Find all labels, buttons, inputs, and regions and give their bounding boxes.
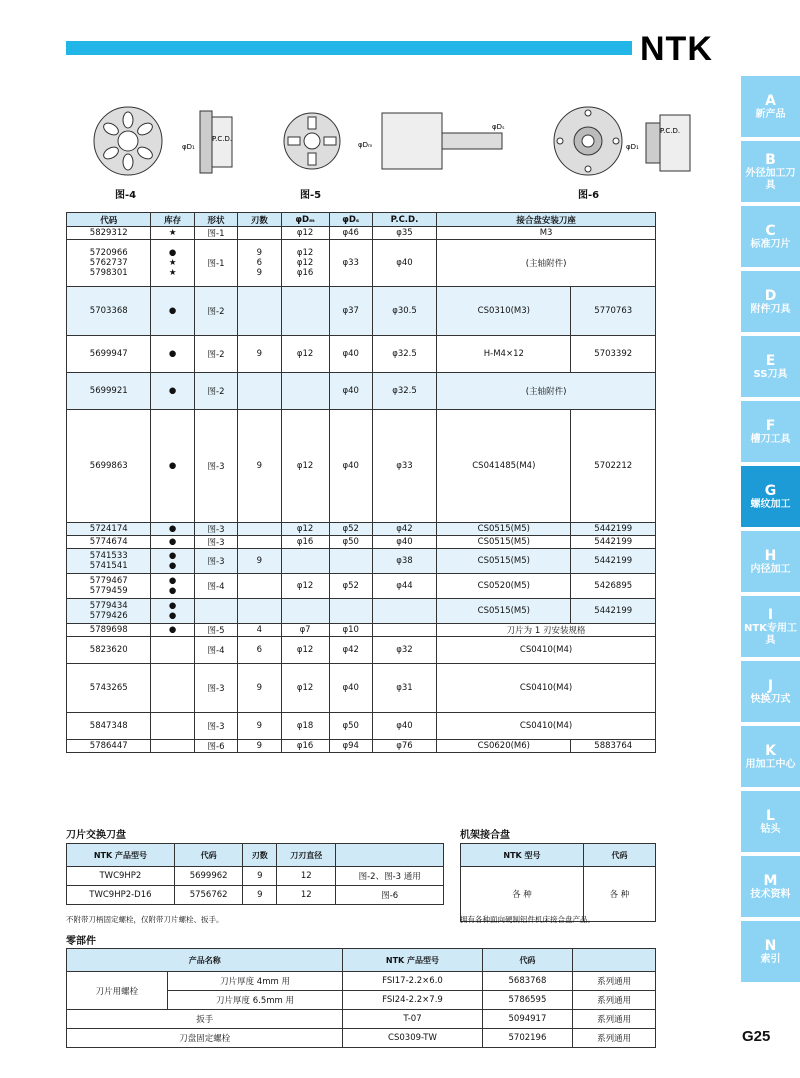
insert-header-3: 刀刃直径 xyxy=(277,844,336,867)
table-row xyxy=(67,536,656,549)
cell-pcd: φ40 xyxy=(372,536,436,549)
main-header-5: φDₛ xyxy=(329,213,372,227)
side-tab-letter: H xyxy=(764,547,777,564)
cell-stock: ● ● xyxy=(151,549,194,574)
table-row xyxy=(67,373,656,410)
cell-mount: M3 xyxy=(437,227,656,240)
cell-dm xyxy=(281,373,329,410)
cell-teeth xyxy=(238,287,281,336)
parts-header-1: NTK 产品型号 xyxy=(343,949,482,972)
insert-section-title: 刀片交换刀盘 xyxy=(66,830,126,841)
cell-pcd: φ35 xyxy=(372,227,436,240)
table-row xyxy=(67,549,656,574)
side-tab-text: 索引 xyxy=(760,953,781,965)
insert-table xyxy=(66,843,444,905)
cell-ds: φ50 xyxy=(329,536,372,549)
parts-code: 5683768 xyxy=(482,972,573,991)
cell-ds: φ37 xyxy=(329,287,372,336)
cell-ds: φ10 xyxy=(329,624,372,637)
cell-shape: 图-1 xyxy=(194,227,237,240)
fig4-d1-label: φD₁ xyxy=(182,143,195,151)
fig4-pcd-label: P.C.D. xyxy=(212,135,233,143)
frame-footnote: 拥有各种面向硬制铝件机床接合盘产品。 xyxy=(460,915,595,924)
cell-shape: 图-6 xyxy=(194,740,237,753)
parts-model: CS0309-TW xyxy=(343,1029,482,1048)
figure-5-caption: 图-5 xyxy=(300,190,322,201)
cell-ds: φ52 xyxy=(329,523,372,536)
table-row xyxy=(67,1029,656,1048)
figure-4-drawing xyxy=(90,103,240,183)
parts-model: FSI17-2.2×6.0 xyxy=(343,972,482,991)
cell-dm xyxy=(281,549,329,574)
cell-pcd: φ40 xyxy=(372,713,436,740)
cell-teeth xyxy=(238,599,281,624)
main-header-2: 形状 xyxy=(194,213,237,227)
main-header-3: 刃数 xyxy=(238,213,281,227)
cell-pcd: φ31 xyxy=(372,664,436,713)
side-tab-m[interactable] xyxy=(741,856,800,917)
cell-code: 5774674 xyxy=(67,536,151,549)
cell-dm: φ16 xyxy=(281,740,329,753)
insert-footnote: 不附带刀柄固定螺栓，仅附带刀片螺栓、扳手。 xyxy=(66,915,224,924)
cell-shape: 图-3 xyxy=(194,536,237,549)
insert-code: 5756762 xyxy=(174,886,243,905)
cell-mount: CS0520(M5) xyxy=(437,574,571,599)
main-header-0: 代码 xyxy=(67,213,151,227)
table-row xyxy=(67,227,656,240)
parts-code: 5786595 xyxy=(482,991,573,1010)
cell-shape: 图-4 xyxy=(194,637,237,664)
cell-mount: H-M4×12 xyxy=(437,336,571,373)
table-row xyxy=(67,240,656,287)
cell-mcode: 5442199 xyxy=(571,599,656,624)
cell-dm: φ12 xyxy=(281,336,329,373)
cell-code: 5847348 xyxy=(67,713,151,740)
cell-dm: φ12 xyxy=(281,574,329,599)
cell-ds: φ33 xyxy=(329,240,372,287)
side-tab-letter: G xyxy=(764,482,777,499)
table-row xyxy=(67,664,656,713)
fig6-pcd-label: P.C.D. xyxy=(660,127,681,135)
cell-mount: CS0410(M4) xyxy=(437,637,656,664)
cell-dm: φ12 xyxy=(281,410,329,523)
fig5-ds-label: φDₛ xyxy=(492,123,505,131)
cell-ds xyxy=(329,549,372,574)
side-tab-letter: M xyxy=(763,872,778,889)
figure-6-drawing xyxy=(552,103,702,183)
parts-note: 系列通用 xyxy=(573,1010,656,1029)
cell-mount: (主轴附件) xyxy=(437,240,656,287)
cell-code: 5779434 5779426 xyxy=(67,599,151,624)
side-tab-letter: L xyxy=(766,807,775,824)
cell-teeth: 4 xyxy=(238,624,281,637)
side-tab-text: 钻头 xyxy=(760,823,781,835)
cell-shape: 图-3 xyxy=(194,523,237,536)
cell-ds: φ40 xyxy=(329,373,372,410)
cell-ds xyxy=(329,599,372,624)
side-tab-text: 用加工中心 xyxy=(745,758,796,770)
side-tab-letter: D xyxy=(764,287,777,304)
side-tab-text: 标准刀片 xyxy=(750,238,791,250)
cell-stock: ● ● xyxy=(151,599,194,624)
cell-dm xyxy=(281,287,329,336)
cell-stock: ● xyxy=(151,336,194,373)
table-row xyxy=(67,1010,656,1029)
cell-mount: 刀片为 1 刃安装规格 xyxy=(437,624,656,637)
main-header-7: 接合盘安装刀座 xyxy=(437,213,656,227)
cell-mcode: 5883764 xyxy=(571,740,656,753)
side-tab-letter: K xyxy=(765,742,776,759)
cell-stock xyxy=(151,664,194,713)
insert-model: TWC9HP2 xyxy=(67,867,175,886)
parts-table xyxy=(66,948,656,1048)
cell-dm: φ12 xyxy=(281,227,329,240)
cell-stock: ● ★ ★ xyxy=(151,240,194,287)
cell-code: 5789698 xyxy=(67,624,151,637)
cell-mcode: 5442199 xyxy=(571,536,656,549)
cell-stock: ★ xyxy=(151,227,194,240)
side-tab-text: 新产品 xyxy=(755,108,786,120)
table-row xyxy=(67,713,656,740)
header-bar xyxy=(66,41,632,55)
insert-note: 图-6 xyxy=(336,886,444,905)
side-tab-k[interactable] xyxy=(741,726,800,787)
table-row xyxy=(67,886,444,905)
cell-pcd: φ32 xyxy=(372,637,436,664)
cell-shape: 图-3 xyxy=(194,664,237,713)
main-spec-table xyxy=(66,212,656,753)
cell-pcd xyxy=(372,624,436,637)
fig6-d1-label: φD₁ xyxy=(626,143,639,151)
cell-dm: φ12 xyxy=(281,523,329,536)
table-row xyxy=(67,336,656,373)
cell-stock: ● xyxy=(151,536,194,549)
side-tab-letter: B xyxy=(765,151,776,168)
table-row xyxy=(67,740,656,753)
insert-code: 5699962 xyxy=(174,867,243,886)
cell-mount: CS0310(M3) xyxy=(437,287,571,336)
side-tab-g[interactable] xyxy=(741,466,800,527)
cell-mount: CS0515(M5) xyxy=(437,523,571,536)
cell-shape: 图-5 xyxy=(194,624,237,637)
cell-stock: ● xyxy=(151,373,194,410)
parts-note: 系列通用 xyxy=(573,972,656,991)
cell-mcode: 5442199 xyxy=(571,549,656,574)
side-tab-e[interactable] xyxy=(741,336,800,397)
cell-stock xyxy=(151,740,194,753)
side-tab-text: 附件刀具 xyxy=(750,303,791,315)
cell-pcd: φ42 xyxy=(372,523,436,536)
side-tab-n[interactable] xyxy=(741,921,800,982)
cell-mount: CS0410(M4) xyxy=(437,664,656,713)
cell-shape: 图-1 xyxy=(194,240,237,287)
frame-header-code: 代码 xyxy=(583,844,655,867)
fig5-dm-label: φDₘ xyxy=(358,141,373,149)
parts-header-2: 代码 xyxy=(482,949,573,972)
insert-teeth: 9 xyxy=(243,867,277,886)
cell-stock xyxy=(151,713,194,740)
cell-shape: 图-3 xyxy=(194,713,237,740)
cell-pcd: φ33 xyxy=(372,410,436,523)
cell-code: 5741533 5741541 xyxy=(67,549,151,574)
cell-pcd: φ32.5 xyxy=(372,373,436,410)
cell-shape xyxy=(194,599,237,624)
parts-sub: 刀片厚度 4mm 用 xyxy=(167,972,343,991)
main-header-6: P.C.D. xyxy=(372,213,436,227)
figure-6-caption: 图-6 xyxy=(578,190,600,201)
cell-teeth: 9 xyxy=(238,410,281,523)
side-tab-letter: I xyxy=(767,606,774,623)
cell-teeth xyxy=(238,373,281,410)
table-row xyxy=(67,523,656,536)
cell-stock: ● xyxy=(151,523,194,536)
frame-table xyxy=(460,843,656,922)
frame-header-model: NTK 型号 xyxy=(461,844,584,867)
insert-header-4 xyxy=(336,844,444,867)
cell-code: 5699863 xyxy=(67,410,151,523)
cell-pcd: φ40 xyxy=(372,240,436,287)
cell-ds: φ42 xyxy=(329,637,372,664)
cell-teeth: 6 xyxy=(238,637,281,664)
cell-mount: CS0410(M4) xyxy=(437,713,656,740)
insert-teeth: 9 xyxy=(243,886,277,905)
parts-note: 系列通用 xyxy=(573,991,656,1010)
cell-teeth: 9 6 9 xyxy=(238,240,281,287)
cell-code: 5699947 xyxy=(67,336,151,373)
parts-header-3 xyxy=(573,949,656,972)
brand-logo: NTK xyxy=(640,30,713,68)
cell-dm xyxy=(281,599,329,624)
cell-mcode: 5703392 xyxy=(571,336,656,373)
cell-mount: CS0515(M5) xyxy=(437,536,571,549)
side-tab-c[interactable] xyxy=(741,206,800,267)
cell-teeth: 9 xyxy=(238,713,281,740)
side-tab-letter: N xyxy=(764,937,777,954)
table-row xyxy=(67,410,656,523)
cell-teeth: 9 xyxy=(238,336,281,373)
cell-dm: φ12 φ12 φ16 xyxy=(281,240,329,287)
insert-dia: 12 xyxy=(277,867,336,886)
cell-pcd: φ76 xyxy=(372,740,436,753)
cell-ds: φ50 xyxy=(329,713,372,740)
cell-mcode: 5770763 xyxy=(571,287,656,336)
cell-mcode: 5702212 xyxy=(571,410,656,523)
insert-header-0: NTK 产品型号 xyxy=(67,844,175,867)
cell-mount: (主轴附件) xyxy=(437,373,656,410)
cell-teeth xyxy=(238,574,281,599)
table-row xyxy=(67,574,656,599)
cell-dm: φ18 xyxy=(281,713,329,740)
cell-code: 5743265 xyxy=(67,664,151,713)
frame-section-title: 机架接合盘 xyxy=(460,830,510,841)
side-tab-letter: E xyxy=(765,352,776,369)
cell-teeth: 9 xyxy=(238,549,281,574)
cell-mount: CS0515(M5) xyxy=(437,599,571,624)
frame-model: 各 种 xyxy=(461,867,584,922)
cell-pcd: φ32.5 xyxy=(372,336,436,373)
cell-mcode: 5426895 xyxy=(571,574,656,599)
parts-name: 扳手 xyxy=(67,1010,343,1029)
frame-code: 各 种 xyxy=(583,867,655,922)
cell-code: 5703368 xyxy=(67,287,151,336)
side-tab-text: 螺纹加工 xyxy=(750,498,791,510)
side-tab-text: 快换刀式 xyxy=(750,693,791,705)
side-tab-letter: C xyxy=(765,222,776,239)
table-row xyxy=(67,287,656,336)
cell-shape: 图-2 xyxy=(194,336,237,373)
cell-ds: φ46 xyxy=(329,227,372,240)
parts-name: 刀盘固定螺栓 xyxy=(67,1029,343,1048)
side-tab-letter: F xyxy=(765,417,776,434)
cell-pcd: φ38 xyxy=(372,549,436,574)
side-tab-j[interactable] xyxy=(741,661,800,722)
cell-mount: CS0620(M6) xyxy=(437,740,571,753)
cell-dm: φ7 xyxy=(281,624,329,637)
side-tab-letter: A xyxy=(765,92,776,109)
cell-mount: CS041485(M4) xyxy=(437,410,571,523)
cell-ds: φ40 xyxy=(329,410,372,523)
insert-model: TWC9HP2-D16 xyxy=(67,886,175,905)
cell-shape: 图-2 xyxy=(194,287,237,336)
cell-teeth: 9 xyxy=(238,740,281,753)
cell-pcd xyxy=(372,599,436,624)
cell-code: 5829312 xyxy=(67,227,151,240)
cell-shape: 图-3 xyxy=(194,410,237,523)
cell-stock: ● xyxy=(151,410,194,523)
side-tab-f[interactable] xyxy=(741,401,800,462)
parts-header-0: 产品名称 xyxy=(67,949,343,972)
table-row xyxy=(67,624,656,637)
cell-code: 5724174 xyxy=(67,523,151,536)
cell-stock xyxy=(151,637,194,664)
side-tab-text: 外径加工刀具 xyxy=(745,168,796,191)
page-number: G25 xyxy=(742,1028,771,1045)
cell-dm: φ12 xyxy=(281,637,329,664)
cell-ds: φ52 xyxy=(329,574,372,599)
table-row xyxy=(67,599,656,624)
side-tab-text: 技术资料 xyxy=(750,888,791,900)
parts-sub: 刀片厚度 6.5mm 用 xyxy=(167,991,343,1010)
cell-code: 5699921 xyxy=(67,373,151,410)
cell-shape: 图-4 xyxy=(194,574,237,599)
cell-teeth xyxy=(238,227,281,240)
cell-stock: ● xyxy=(151,624,194,637)
insert-header-1: 代码 xyxy=(174,844,243,867)
table-row xyxy=(67,867,444,886)
parts-section-title: 零部件 xyxy=(66,936,96,947)
cell-dm: φ16 xyxy=(281,536,329,549)
parts-code: 5702196 xyxy=(482,1029,573,1048)
figure-5-drawing xyxy=(282,103,522,183)
side-tab-b[interactable] xyxy=(741,141,800,202)
table-row xyxy=(67,637,656,664)
side-tab-letter: J xyxy=(767,677,774,694)
side-tab-text: 内径加工 xyxy=(750,563,791,575)
cell-code: 5720966 5762737 5798301 xyxy=(67,240,151,287)
side-tabs xyxy=(741,76,800,986)
cell-mount: CS0515(M5) xyxy=(437,549,571,574)
parts-name: 刀片用螺栓 xyxy=(67,972,168,1010)
parts-model: T-07 xyxy=(343,1010,482,1029)
cell-code: 5786447 xyxy=(67,740,151,753)
cell-ds: φ40 xyxy=(329,664,372,713)
cell-mcode: 5442199 xyxy=(571,523,656,536)
cell-teeth xyxy=(238,536,281,549)
insert-dia: 12 xyxy=(277,886,336,905)
cell-teeth xyxy=(238,523,281,536)
main-header-4: φDₘ xyxy=(281,213,329,227)
side-tab-a[interactable] xyxy=(741,76,800,137)
cell-shape: 图-2 xyxy=(194,373,237,410)
cell-code: 5779467 5779459 xyxy=(67,574,151,599)
cell-ds: φ94 xyxy=(329,740,372,753)
insert-header-2: 刃数 xyxy=(243,844,277,867)
side-tab-text: SS刀具 xyxy=(753,368,788,380)
cell-stock: ● xyxy=(151,287,194,336)
side-tab-d[interactable] xyxy=(741,271,800,332)
side-tab-text: 槽刀工具 xyxy=(750,433,791,445)
cell-teeth: 9 xyxy=(238,664,281,713)
table-row xyxy=(67,972,656,991)
cell-ds: φ40 xyxy=(329,336,372,373)
figure-4-caption: 图-4 xyxy=(115,190,137,201)
insert-note: 图-2、图-3 通用 xyxy=(336,867,444,886)
side-tab-text: NTK专用工具 xyxy=(744,623,797,646)
cell-dm: φ12 xyxy=(281,664,329,713)
side-tab-i[interactable] xyxy=(741,596,800,657)
cell-pcd: φ30.5 xyxy=(372,287,436,336)
side-tab-l[interactable] xyxy=(741,791,800,852)
cell-stock: ● ● xyxy=(151,574,194,599)
parts-model: FSI24-2.2×7.9 xyxy=(343,991,482,1010)
parts-code: 5094917 xyxy=(482,1010,573,1029)
cell-code: 5823620 xyxy=(67,637,151,664)
parts-note: 系列通用 xyxy=(573,1029,656,1048)
cell-pcd: φ44 xyxy=(372,574,436,599)
side-tab-h[interactable] xyxy=(741,531,800,592)
main-header-1: 库存 xyxy=(151,213,194,227)
cell-shape: 图-3 xyxy=(194,549,237,574)
